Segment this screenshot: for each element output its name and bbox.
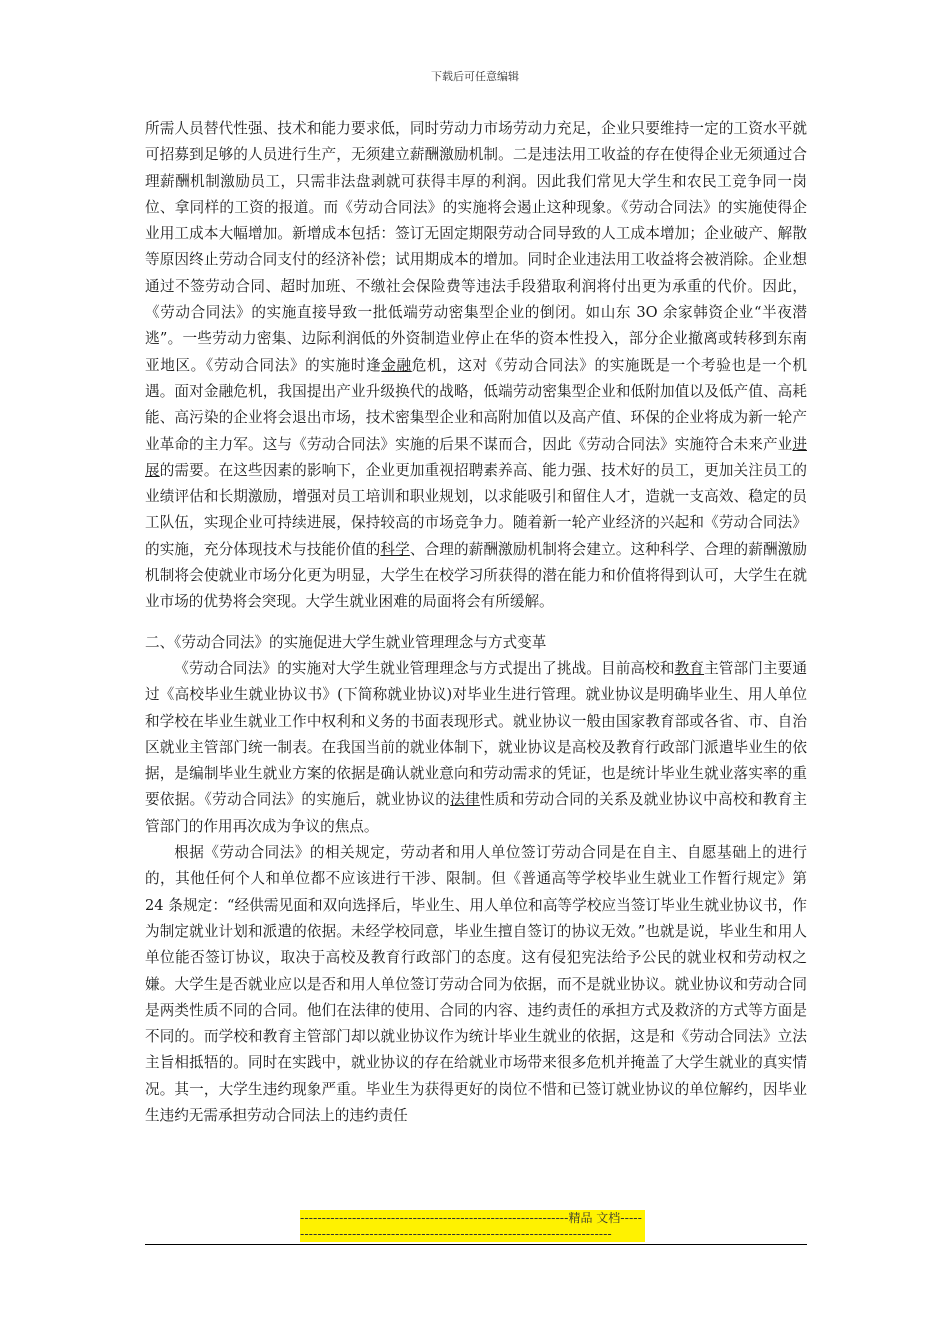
text-run: 《劳动合同法》的实施对大学生就业管理理念与方式提出了挑战。目前高校和 (174, 659, 675, 677)
paragraph-1 (145, 116, 807, 616)
hyperlink-falv[interactable]: 法律 (450, 791, 480, 809)
section-heading: 二、《劳动合同法》的实施促进大学生就业管理理念与方式变革 (145, 633, 547, 651)
footer-watermark: --------------------------------------------------------------精品 文档----------------------------------------------------------------------------- (300, 1210, 645, 1242)
hyperlink-jinrong[interactable]: 金融 (381, 356, 412, 374)
footer-divider (145, 1244, 807, 1245)
text-run: 所需人员替代性强、技术和能力要求低，同时劳动力市场劳动力充足，企业只要维持一定的工资水平就可招募到足够的人员进行生产，无须建立薪酬激励机制。二是违法用工收益的存在使得企业无须通过合理薪酬机制激励员工，只需非法盘剥就可获得丰厚的利润。因此我们常见大学生和农民工竞争同一岗位、拿同样的工资的报道。而《劳动合同法》的实施将会遏止这种现象。《劳动合同法》的实施使得企业用工成本大幅增加。新增成本包括：签订无固定期限劳动合同导致的人工成本增加；企业破产、解散等原因终止劳动合同支付的经济补偿；试用期成本的增加。同时企业违法用工收益将会被消除。企业想通过不签劳动合同、超时加班、不缴社会保险费等违法手段猎取利润将付出更为承重的代价。因此，《劳动合同法》的实施直接导致一批低端劳动密集型企业的倒闭。如山东 3O 余家韩资企业“半夜潜逃”。一些劳动力密集、边际利润低的外资制造业停止在华的资本性投入，部分企业撤离或转移到东南亚地区。《劳动合同法》的实施时逢 (145, 120, 807, 374)
hyperlink-jinzhan[interactable]: 进展 (145, 435, 807, 479)
text-run: 性质和劳动合同的关系及就业协议中高校和教育主管部门的作用再次成为争议的焦点。 (145, 791, 807, 835)
page-header: 下载后可任意编辑 (431, 70, 519, 83)
paragraph-3 (145, 840, 807, 1129)
text-run: 根据《劳动合同法》的相关规定，劳动者和用人单位签订劳动合同是在自主、自愿基础上的进行的，其他任何个人和单位都不应该进行干涉、限制。但《普通高等学校毕业生就业工作暂行规定》第 24 条规定：“经供需见面和双向选择后，毕业生、用人单位和高等学校应当签订毕业生就业协议书，作为制定就业计划和派遣的依据。未经学校同意，毕业生擅自签订的协议无效。”也就是说，毕业生和用人单位能否签订协议，取决于高校及教育行政部门的态度。这有侵犯宪法给予公民的就业权和劳动权之嫌。大学生是否就业应以是否和用人单位签订劳动合同为依据，而不是就业协议。就业协议和劳动合同是两类性质不同的合同。他们在法律的使用、合同的内容、违约责任的承担方式及救济的方式等方面是不同的。而学校和教育主管部门却以就业协议作为统计毕业生就业的依据，这是和《劳动合同法》立法主旨相抵牾的。同时在实践中，就业协议的存在给就业市场带来很多危机并掩盖了大学生就业的真实情况。其一，大学生违约现象严重。毕业生为获得更好的岗位不惜和已签订就业协议的单位解约，因毕业生违约无需承担劳动合同法上的违约责任 (145, 844, 807, 1124)
text-run: 的需要。在这些因素的影响下，企业更加重视招聘素养高、能力强、技术好的员工，更加关注员工的业绩评估和长期激励，增强对员工培训和职业规划，以求能吸引和留住人才，造就一支高效、稳定的员工队伍，实现企业可持续进展，保持较高的市场竞争力。随着新一轮产业经济的兴起和《劳动合同法》的实施，充分体现技术与技能价值的 (145, 461, 807, 558)
hyperlink-jiaoyu[interactable]: 教育 (674, 659, 705, 677)
paragraph-2 (145, 656, 807, 840)
text-run: 主管部门主要通过《高校毕业生就业协议书》(下简称就业协议)对毕业生进行管理。就业协议是明确毕业生、用人单位和学校在毕业生就业工作中权利和义务的书面表现形式。就业协议一般由国家教育部或各省、市、自治区就业主管部门统一制表。在我国当前的就业体制下，就业协议是高校及教育行政部门派遣毕业生的依据，是编制毕业生就业方案的依据是确认就业意向和劳动需求的凭证，也是统计毕业生就业落实率的重要依据。《劳动合同法》的实施后，就业协议的 (145, 659, 807, 809)
hyperlink-kexue[interactable]: 科学 (380, 540, 410, 558)
text-run: 、合理的薪酬激励机制将会建立。这种科学、合理的薪酬激励机制将会使就业市场分化更为明显，大学生在校学习所获得的潜在能力和价值将得到认可，大学生在就业市场的优势将会突现。大学生就业困难的局面将会有所缓解。 (145, 540, 807, 611)
text-run: 危机，这对《劳动合同法》的实施既是一个考验也是一个机遇。面对金融危机，我国提出产业升级换代的战略，低端劳动密集型企业和低附加值以及低产值、高耗能、高污染的企业将会退出市场，技术密集型企业和高附加值以及高产值、环保的企业将成为新一轮产业革命的主力军。这与《劳动合同法》实施的后果不谋而合，因此《劳动合同法》实施符合未来产业 (145, 356, 807, 453)
document-body (145, 116, 807, 1129)
